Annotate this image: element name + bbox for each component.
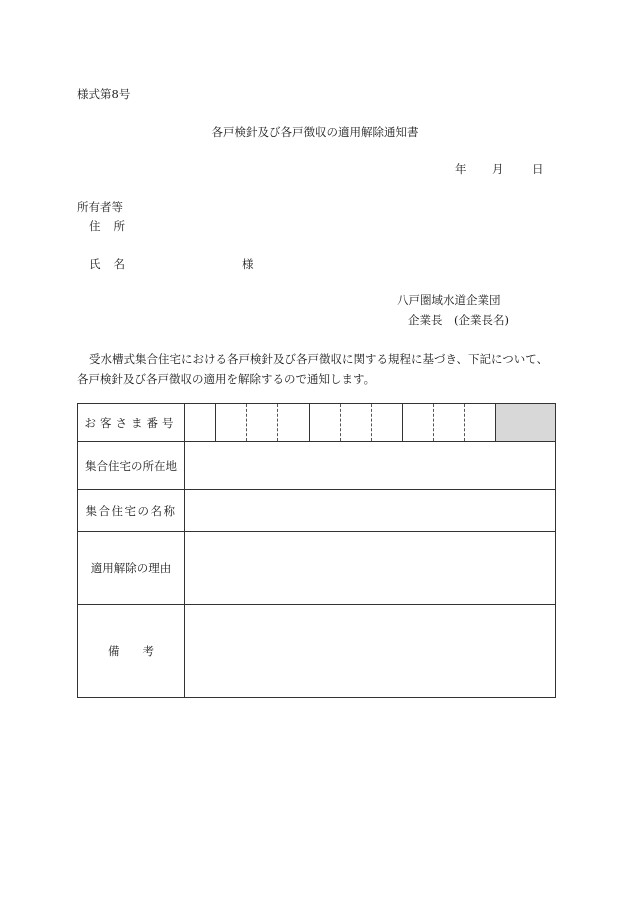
building-name-label: 集合住宅の名称 bbox=[78, 490, 185, 532]
address-label: 住所 bbox=[89, 219, 138, 233]
notice-body bbox=[77, 349, 567, 389]
table-row-building-name bbox=[78, 490, 556, 532]
sender-representative: 企業長 (企業長名) bbox=[408, 313, 509, 327]
digit-box[interactable] bbox=[278, 404, 309, 441]
digit-box[interactable] bbox=[434, 404, 465, 441]
digit-box[interactable] bbox=[247, 404, 278, 441]
date-line bbox=[455, 161, 544, 177]
notice-body-line1: 受水槽式集合住宅における各戸検針及び各戸徴収に関する規程に基づき、下記について、 bbox=[89, 352, 549, 366]
digit-box[interactable] bbox=[310, 404, 341, 441]
location-label: 集合住宅の所在地 bbox=[78, 442, 185, 490]
customer-number-field[interactable] bbox=[185, 404, 556, 442]
digit-box[interactable] bbox=[465, 404, 496, 441]
digit-box[interactable] bbox=[403, 404, 434, 441]
digit-box[interactable] bbox=[341, 404, 372, 441]
honorific: 様 bbox=[242, 257, 254, 271]
date-year: 年 bbox=[455, 162, 467, 176]
notice-body-line2: 各戸検針及び各戸徴収の適用を解除するので通知します。 bbox=[77, 372, 376, 386]
digit-box[interactable] bbox=[216, 404, 247, 441]
remarks-label: 備 考 bbox=[78, 605, 185, 698]
notice-table bbox=[77, 403, 556, 698]
form-number: 様式第8号 bbox=[77, 87, 131, 101]
table-row-reason bbox=[78, 532, 556, 605]
sender-organization: 八戸圏域水道企業団 bbox=[397, 293, 501, 307]
name-label: 氏名 bbox=[89, 257, 138, 271]
table-row-location bbox=[78, 442, 556, 490]
remarks-field[interactable] bbox=[185, 605, 556, 698]
digit-box[interactable] bbox=[372, 404, 403, 441]
reason-field[interactable] bbox=[185, 532, 556, 605]
customer-number-label: お客さま番号 bbox=[78, 404, 185, 442]
table-row-remarks bbox=[78, 605, 556, 698]
shaded-digit-box bbox=[496, 404, 555, 441]
reason-label: 適用解除の理由 bbox=[78, 532, 185, 605]
date-month: 月 bbox=[492, 162, 504, 176]
date-day: 日 bbox=[532, 162, 544, 176]
document-title: 各戸検針及び各戸徴収の適用解除通知書 bbox=[211, 125, 419, 139]
location-field[interactable] bbox=[185, 442, 556, 490]
table-row-customer-number bbox=[78, 404, 556, 442]
owner-label: 所有者等 bbox=[77, 200, 123, 214]
building-name-field[interactable] bbox=[185, 490, 556, 532]
digit-box[interactable] bbox=[185, 404, 216, 441]
